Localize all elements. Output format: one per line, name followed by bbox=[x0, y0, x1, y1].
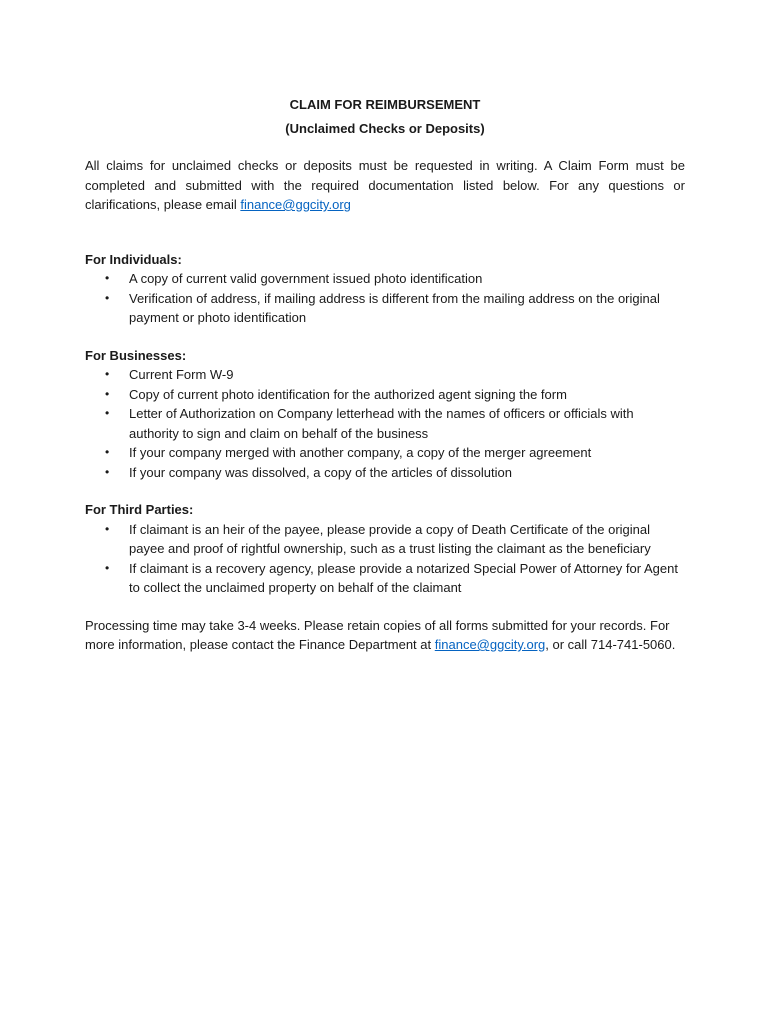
list-item bbox=[85, 289, 685, 328]
closing-email-link[interactable]: finance@ggcity.org bbox=[434, 637, 546, 652]
document-subtitle: (Unclaimed Checks or Deposits) bbox=[285, 121, 485, 136]
list-item bbox=[85, 443, 685, 463]
section-individuals bbox=[85, 250, 685, 328]
document-title: CLAIM FOR REIMBURSEMENT bbox=[289, 97, 481, 112]
section-third-parties bbox=[85, 500, 685, 598]
list-item-text: If your company merged with another company, a copy of the merger agreement bbox=[129, 445, 592, 460]
list-item-text: If claimant is an heir of the payee, please provide a copy of Death Certificate of the original payee and proof of rightful ownership, such as a trust listing the claimant as the beneficiary bbox=[129, 521, 651, 556]
section-heading-individuals: For Individuals: bbox=[85, 251, 182, 267]
list-item-text: Letter of Authorization on Company letterhead with the names of officers or officials with authority to sign and claim on behalf of the business bbox=[129, 406, 634, 441]
list-item bbox=[85, 559, 685, 598]
intro-paragraph bbox=[85, 156, 685, 215]
list-item-text: If your company was dissolved, a copy of the articles of dissolution bbox=[129, 464, 512, 480]
bullet-icon: • bbox=[105, 367, 110, 381]
list-item-text: A copy of current valid government issued photo identification bbox=[129, 271, 483, 286]
list-item-text: If claimant is a recovery agency, please provide a notarized Special Power of Attorney for Agent to collect the unclaimed property on behalf of the claimant bbox=[129, 560, 678, 595]
document-content bbox=[85, 93, 685, 655]
bullet-icon: • bbox=[105, 271, 110, 285]
intro-text: All claims for unclaimed checks or deposits must be requested in writing. A Claim Form must be completed and submitted with the required documentation listed below. For any questions or clarifications, please email bbox=[85, 158, 685, 212]
section-heading-businesses: For Businesses: bbox=[85, 347, 187, 363]
list-item bbox=[85, 269, 685, 289]
list-businesses bbox=[85, 365, 685, 482]
intro-email-link[interactable]: finance@ggcity.org bbox=[240, 197, 351, 212]
list-item-text: Copy of current photo identification for the authorized agent signing the form bbox=[129, 386, 567, 402]
list-item-text: Verification of address, if mailing address is different from the mailing address on the original payment or photo identification bbox=[129, 290, 660, 325]
list-item bbox=[85, 463, 685, 483]
list-third-parties bbox=[85, 520, 685, 598]
section-heading-third-parties: For Third Parties: bbox=[85, 502, 194, 517]
closing-phone-text: , or call 714-741-5060. bbox=[545, 637, 676, 652]
list-item bbox=[85, 385, 685, 405]
bullet-icon: • bbox=[105, 386, 110, 401]
closing-paragraph bbox=[85, 616, 685, 655]
closing-text: Processing time may take 3-4 weeks. Please retain copies of all forms submitted for your records. For more information, please contact the Finance Department at bbox=[85, 617, 670, 652]
bullet-icon: • bbox=[105, 445, 110, 459]
bullet-icon: • bbox=[105, 290, 110, 305]
bullet-icon: • bbox=[105, 521, 110, 536]
list-item bbox=[85, 365, 685, 385]
bullet-icon: • bbox=[105, 464, 110, 479]
list-item-text: Current Form W-9 bbox=[129, 367, 234, 382]
list-item bbox=[85, 520, 685, 559]
list-individuals bbox=[85, 269, 685, 328]
bullet-icon: • bbox=[105, 560, 110, 575]
section-businesses bbox=[85, 346, 685, 483]
list-item bbox=[85, 404, 685, 443]
bullet-icon: • bbox=[105, 406, 110, 420]
